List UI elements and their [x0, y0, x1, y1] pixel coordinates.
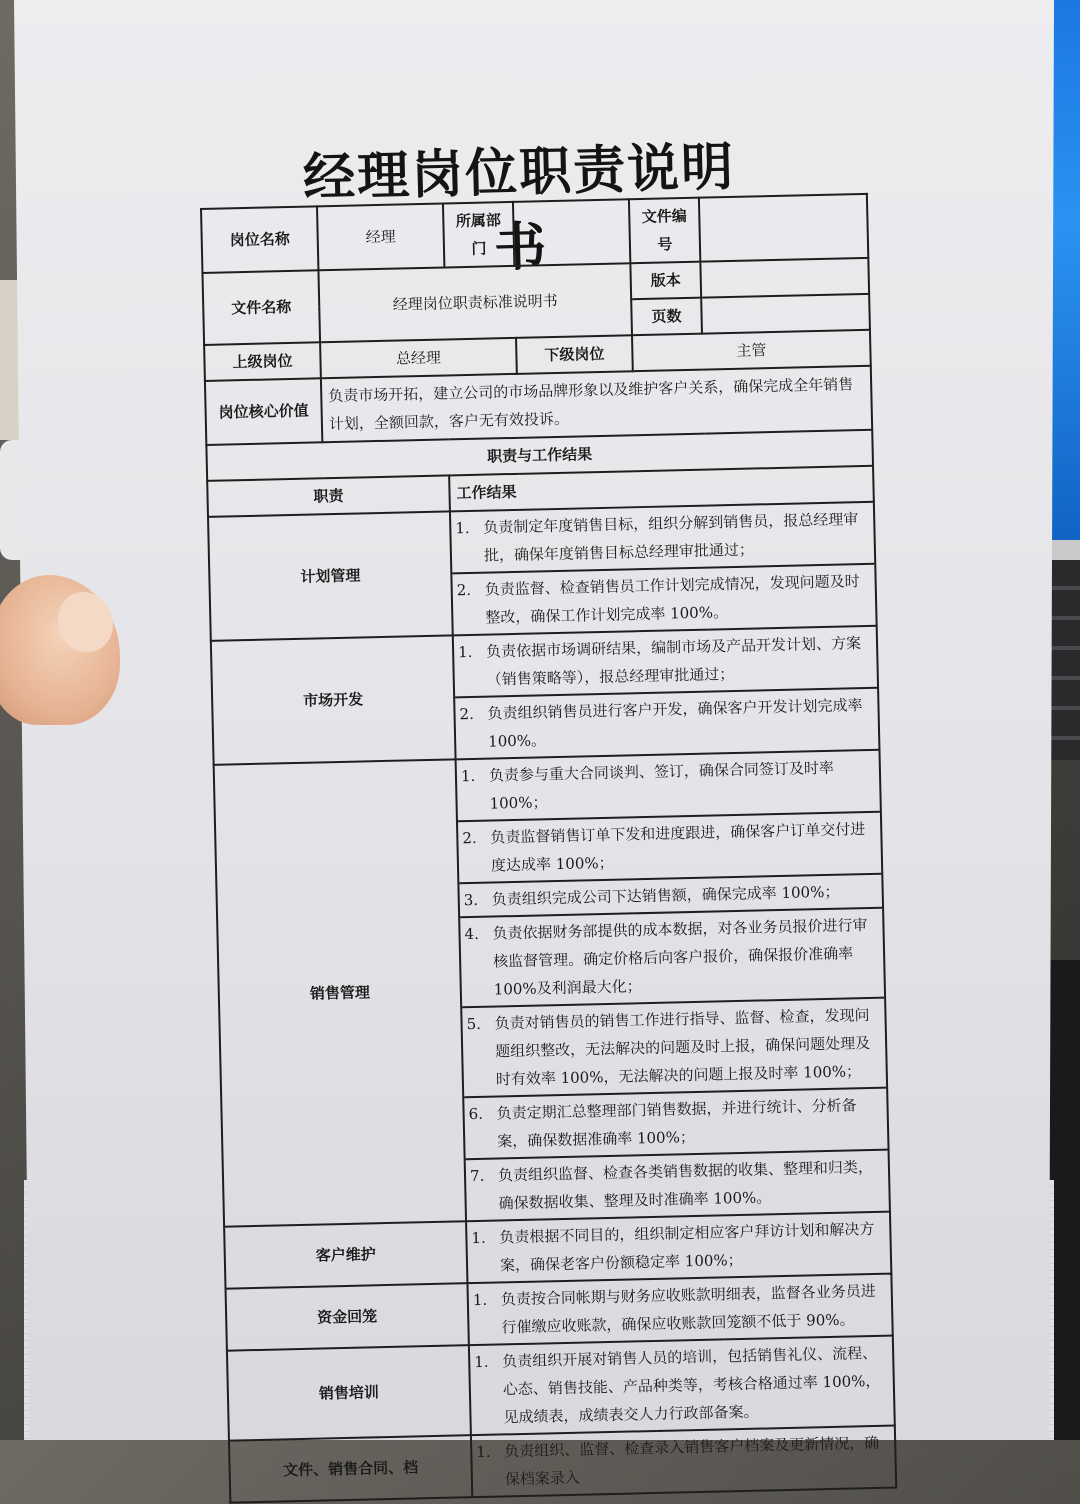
duty-results [471, 1426, 896, 1498]
duty-item [466, 1151, 889, 1221]
duty-item-text: 负责监督销售订单下发和进度跟进，确保客户订单交付进度达成率 100%； [490, 820, 866, 875]
duty-item [457, 751, 880, 823]
duty-category: 销售培训 [227, 1345, 471, 1440]
duty-category: 市场开发 [211, 635, 456, 764]
duty-results [469, 1336, 895, 1436]
duty-item-text: 负责组织完成公司下达销售额，确保完成率 100%； [491, 882, 840, 909]
duty-item-text: 负责依据市场调研结果，编制市场及产品开发计划、方案（销售策略等），报总经理审批通过； [485, 634, 862, 689]
duty-item-number: 1. [474, 1352, 489, 1372]
duty-category: 资金回笼 [226, 1283, 469, 1350]
job-description-table [200, 193, 895, 1504]
duty-results [450, 502, 877, 636]
duty-item-number: 2. [459, 704, 475, 724]
superior-label: 上级岗位 [204, 342, 321, 381]
duty-item [452, 565, 875, 635]
department-value [513, 199, 630, 266]
superior-value: 总经理 [320, 338, 517, 378]
subordinate-label: 下级岗位 [516, 335, 633, 374]
duty-item [455, 689, 878, 759]
duty-item-number: 4. [464, 924, 480, 944]
duty-item-number: 5. [466, 1014, 482, 1034]
duty-item-text: 负责根据不同目的，组织制定相应客户拜访计划和解决方案，确保老客户份额稳定率 100%； [499, 1219, 875, 1275]
duty-item-number: 1. [476, 1442, 491, 1462]
version-value [700, 258, 869, 298]
duty-item [467, 1213, 890, 1283]
duty-item-number: 1. [460, 766, 476, 786]
duty-item [464, 1089, 887, 1161]
duty-item-number: 1. [472, 1290, 488, 1310]
duty-results [456, 750, 890, 1222]
duty-item-text: 负责组织销售员进行客户开发，确保客户开发计划完成率 100%。 [487, 696, 863, 751]
duty-item-text: 负责对销售员的销售工作进行指导、监督、检查，发现问题组织整改，无法解决的问题及时上报，确保问题处理及时有效率 100%，无法解决的问题上报及时率 100%； [494, 1006, 871, 1089]
duty-category: 计划管理 [208, 511, 453, 640]
duty-item [472, 1427, 895, 1497]
duty-item-number: 6. [468, 1104, 484, 1124]
duty-row [211, 626, 880, 765]
duty-item-number: 2. [462, 828, 477, 848]
duty-item-text: 负责组织监督、检查各类销售数据的收集、整理和归类，确保数据收集、整理及时准确率 100%。 [497, 1157, 874, 1213]
duty-results [467, 1274, 892, 1346]
duties-body [208, 502, 896, 1503]
duty-item [462, 999, 886, 1099]
duty-item-text: 负责组织、监督、检查录入销售客户档案及更新情况，确保档案录入 [504, 1433, 880, 1489]
section-title: 职责与工作结果 [206, 430, 873, 481]
duty-item-number: 7. [469, 1166, 485, 1186]
duty-row [208, 502, 877, 641]
duty-item-number: 1. [457, 642, 473, 662]
duty-item-number: 1. [455, 518, 470, 538]
duty-item [454, 627, 877, 699]
duty-category: 客户维护 [224, 1221, 467, 1288]
duty-row [214, 750, 890, 1227]
duty-item [468, 1275, 891, 1345]
file-name-label: 文件名称 [202, 270, 320, 345]
duty-item [460, 909, 884, 1009]
duty-category: 文件、销售合同、档 [229, 1435, 472, 1502]
duty-item-number: 2. [456, 580, 472, 600]
duty-item [458, 813, 881, 885]
duty-results [466, 1212, 891, 1284]
doc-number-label: 文件编号 [629, 198, 700, 264]
duty-item-text: 负责组织开展对销售人员的培训，包括销售礼仪、流程、心态、销售技能、产品种类等，考核合格通过率 100%，见成绩表，成绩表交人力行政部备案。 [502, 1343, 881, 1427]
column-header-duty: 职责 [207, 475, 450, 516]
column-header-result: 工作结果 [449, 466, 874, 512]
duty-item-number: 1. [471, 1228, 486, 1248]
document-title: 经理岗位职责说明书 [302, 136, 736, 279]
doc-number-value [699, 194, 868, 262]
duty-item-text: 负责按合同帐期与财务应收账款明细表，监督各业务员进行催缴应收账款，确保应收账款回笼额不低于 90%。 [500, 1281, 876, 1337]
duty-item [451, 503, 874, 575]
file-name-value: 经理岗位职责标准说明书 [318, 263, 632, 342]
position-name-label: 岗位名称 [201, 206, 318, 273]
pages-value [701, 294, 870, 334]
duty-category: 销售管理 [214, 759, 466, 1226]
duty-item-text: 负责定期汇总整理部门销售数据，并进行统计、分析备案，确保数据准确率 100%； [496, 1096, 857, 1151]
duty-item-text: 负责依据财务部提供的成本数据，对各业务员报价进行审核监督管理。确定价格后向客户报价，确保报价准确率 100%及利润最大化； [492, 916, 868, 999]
duty-item-text: 负责监督、检查销售员工作计划完成情况，发现问题及时整改，确保工作计划完成率 100%。 [484, 572, 860, 627]
position-name-value: 经理 [317, 203, 444, 270]
pages-label: 页数 [631, 298, 702, 336]
duty-results [453, 626, 880, 760]
duty-item [470, 1337, 894, 1435]
duty-row [227, 1336, 895, 1441]
core-value-text: 负责市场开拓，建立公司的市场品牌形象以及维护客户关系，确保完成全年销售计划，全额回款，客户无有效投诉。 [321, 366, 872, 442]
core-value-label: 岗位核心价值 [205, 378, 322, 445]
subordinate-value: 主管 [632, 330, 871, 371]
version-label: 版本 [630, 262, 701, 300]
duty-item-text: 负责参与重大合同谈判、签订，确保合同签订及时率 100%； [488, 758, 835, 813]
duty-item-number: 3. [463, 890, 479, 910]
department-label: 所属部门 [443, 202, 514, 268]
duty-item-text: 负责制定年度销售目标，组织分解到销售员，报总经理审批，确保年度销售目标总经理审批通过； [483, 510, 859, 565]
